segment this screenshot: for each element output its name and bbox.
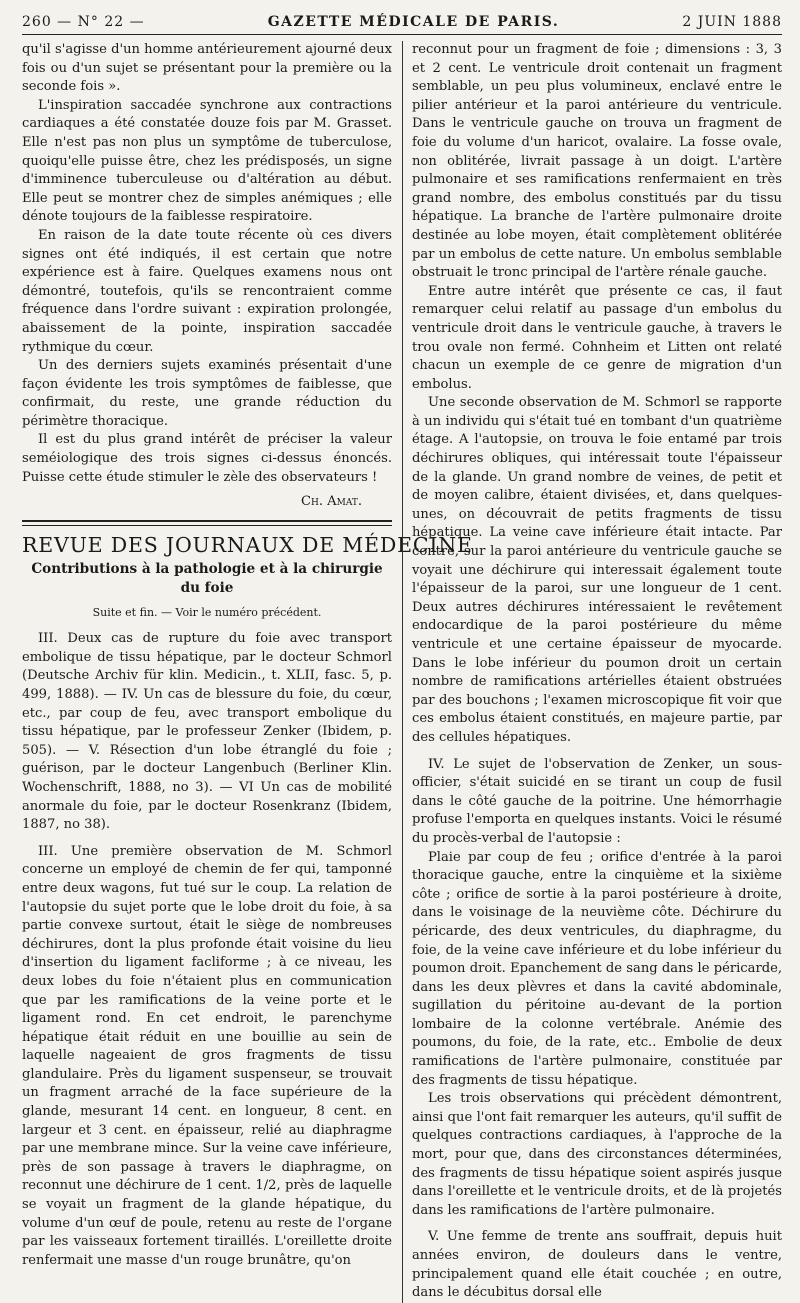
paragraph: Il est du plus grand intérêt de préciser la valeur seméiologique des trois signes ci-dessus énoncés. Puisse cette étude stimuler le zèle des observateurs ! [22, 432, 392, 485]
issue-date: 2 JUIN 1888 [682, 14, 782, 30]
paragraph: Entre autre intérêt que présente ce cas, il faut remarquer celui relatif au passage d'un embolus du ventricule droit dans le ventricule gauche, à travers le trou ovale non fermé. Cohnheim et Litten ont relaté chacun un exemple de ce genre de migration d'un embolus. [412, 283, 782, 392]
page-number: 260 — N° 22 — [22, 14, 145, 30]
paragraph: Une seconde observation de M. Schmorl se rapporte à un individu qui s'était tué en tombant d'un quatrième étage. A l'autopsie, on trouva le foie entamé par trois déchirures obliques, qui intéressait toute l'épaisseur de la glande. Un grand nombre de veines, de petit et de moyen calibre, étaient divisées, et, dans quelques-unes, on découvrait de petits fragments de tissu hépatique. La veine cave inférieure était intacte. Par contre, sur la paroi antérieure du ventricule gauche se voyait une déchirure qui interessait également toute l'épaisseur de la paroi, sur une longueur de 1 cent. Deux autres déchirures intéressaient le revêtement endocardique de la paroi postérieure du même ventricule et une certaine épaisseur de myocarde. Dans le lobe inférieur du poumon droit un certain nombre de ramifications artérielles étaient obstruées par des bouchons ; l'examen microscopique fit voir que ces embolus étaient constitués, en majeure partie, par des cellules hépatiques. [412, 395, 782, 745]
continuation-note: Suite et fin. — Voir le numéro précédent. [92, 605, 322, 619]
paragraph: Les trois observations qui précèdent démontrent, ainsi que l'ont fait remarquer les auteurs, qu'il suffit de quelques contractions cardiaques, à l'approche de la mort, pour que, dans des circonstances déterminées, des fragments de tissu hépatique soient aspirés jusque dans l'oreillette et le ventricule droits, et de là projetés dans les ramifications de l'artère pulmonaire. [412, 1091, 782, 1218]
paragraph: V. Une femme de trente ans souffrait, depuis huit années environ, de douleurs dans le ventre, principalement quand elle était couchée ; en outre, dans le décubitus dorsal elle [412, 1229, 782, 1301]
page-header [22, 14, 782, 35]
paragraph: En raison de la date toute récente où ces divers signes ont été indiqués, il est certain que notre expérience est à faire. Quelques examens nous ont démontré, toutefois, qu'ils se rencontraient comme fréquence dans l'ordre suivant : expiration prolongée, abaissement de la pointe, inspiration saccadée rythmique du cœur. [22, 227, 392, 355]
article-subtitle: Contributions à la pathologie et à la chirurgie du foie [31, 561, 383, 597]
paragraph: reconnut pour un fragment de foie ; dimensions : 3, 3 et 2 cent. Le ventricule droit contenait un fragment semblable, un peu plus volumineux, enclavé entre le pilier antérieur et la paroi antérieure du ventricule. Dans le ventricule gauche on trouva un fragment de foie du volume d'un haricot, ovalaire. La fosse ovale, non oblitérée, livrait passage à un doigt. L'artère pulmonaire et ses ramifications renfermaient en très grand nombre, des embolus constitués par du tissu hépatique. La branche de l'artère pulmonaire droite destinée au lobe moyen, était complètement oblitérée par un embolus de cette nature. Un embolus semblable obstruait le tronc principal de l'artère rénale gauche. [412, 42, 782, 281]
section-divider [22, 520, 392, 526]
right-column [402, 41, 782, 1303]
left-column [22, 41, 473, 1303]
section-title: REVUE DES JOURNAUX DE MÉDECINE [22, 532, 473, 557]
paragraph: qu'il s'agisse d'un homme antérieurement ajourné deux fois ou d'un sujet se présentant pour la première ou la seconde fois ». [22, 42, 392, 95]
paragraph: L'inspiration saccadée synchrone aux contractions cardiaques a été constatée douze fois par M. Grasset. Elle n'est pas non plus un symptôme de tuberculose, quoiqu'elle puisse être, chez les prédisposés, un signe d'imminence tuberculeuse ou d'altération au début. Elle peut se montrer chez de simples anémiques ; elle dénote toujours de la faiblesse respiratoire. [22, 97, 392, 225]
author-signature: Ch. Amat. [300, 494, 362, 510]
paragraph: Un des derniers sujets examinés présentait d'une façon évidente les trois symptômes de faiblesse, que confirmait, du reste, une grande réduction du périmètre thoracique. [22, 358, 392, 429]
paragraph: Plaie par coup de feu ; orifice d'entrée à la paroi thoracique gauche, entre la cinquième et la sixième côte ; orifice de sortie à la paroi postérieure à droite, dans le voisinage de la neuvième côte. Déchirure du péricarde, des deux ventricules, du diaphragme, du foie, de la veine cave inférieure et du lobe inférieur du poumon droit. Epanchement de sang dans le péricarde, dans les deux plèvres et dans la cavité abdominale, sugillation du péritoine au-devant de la portion lombaire de la colonne vertébrale. Anémie des poumons, du foie, de la rate, etc.. Embolie de deux ramifications de l'artère pulmonaire, constituée par des fragments de tissu hépatique. [412, 849, 782, 1088]
journal-title: GAZETTE MÉDICALE DE PARIS. [267, 14, 560, 30]
paragraph: IV. Le sujet de l'observation de Zenker, un sous-officier, s'était suicidé en se tirant un coup de fusil dans le côté gauche de la poitrine. Une hémorrhagie profuse l'emporta en quelques instants. Voici le résumé du procès-verbal de l'autopsie : [412, 756, 782, 846]
references-paragraph: III. Deux cas de rupture du foie avec transport embolique de tissu hépatique, par le docteur Schmorl (Deutsche Archiv für klin. Medicin., t. XLII, fasc. 5, p. 499, 1888). — IV. Un cas de blessure du foie, du cœur, etc., par coup de feu, avec transport embolique du tissu hépatique, par le professeur Zenker (Ibidem, p. 505). — V. Résection d'un lobe étranglé du foie ; guérison, par le docteur Langenbuch (Berliner Klin. Wochenschrift, 1888, no 3). — VI Un cas de mobilité anormale du foie, par le docteur Rosenkranz (Ibidem, 1887, no 38). [22, 631, 392, 833]
two-column-body [22, 41, 782, 1303]
column-divider [402, 41, 403, 1303]
paragraph: III. Une première observation de M. Schmorl concerne un employé de chemin de fer qui, tamponné entre deux wagons, fut tué sur le coup. La relation de l'autopsie du sujet porte que le lobe droit du foie, à sa partie convexe surtout, était le siège de nombreuses déchirures, dont la plus profonde était voisine du lieu d'insertion du ligament facliforme ; à ce niveau, les deux lobes du foie n'étaient plus en communication que par les ramifications de la veine porte et le ligament rond. En cet endroit, le parenchyme hépatique était réduit en une bouillie au sein de laquelle nageaient de gros fragments de tissu glandulaire. Près du ligament suspenseur, se trouvait un fragment arraché de la face supérieure de la glande, mesurant 14 cent. en longueur, 8 cent. en largeur et 3 cent. en épaisseur, relié au diaphragme par une membrane mince. Sur la veine cave inférieure, près de son passage à travers le diaphragme, on reconnut une déchirure de 1 cent. 1/2, près de laquelle se voyait un fragment de la glande hépatique, du volume d'un œuf de poule, retenu au reste de l'organe par les vaisseaux fortement tiraillés. L'oreillette droite renfermait une masse d'un rouge brunâtre, qu'on [22, 843, 392, 1268]
